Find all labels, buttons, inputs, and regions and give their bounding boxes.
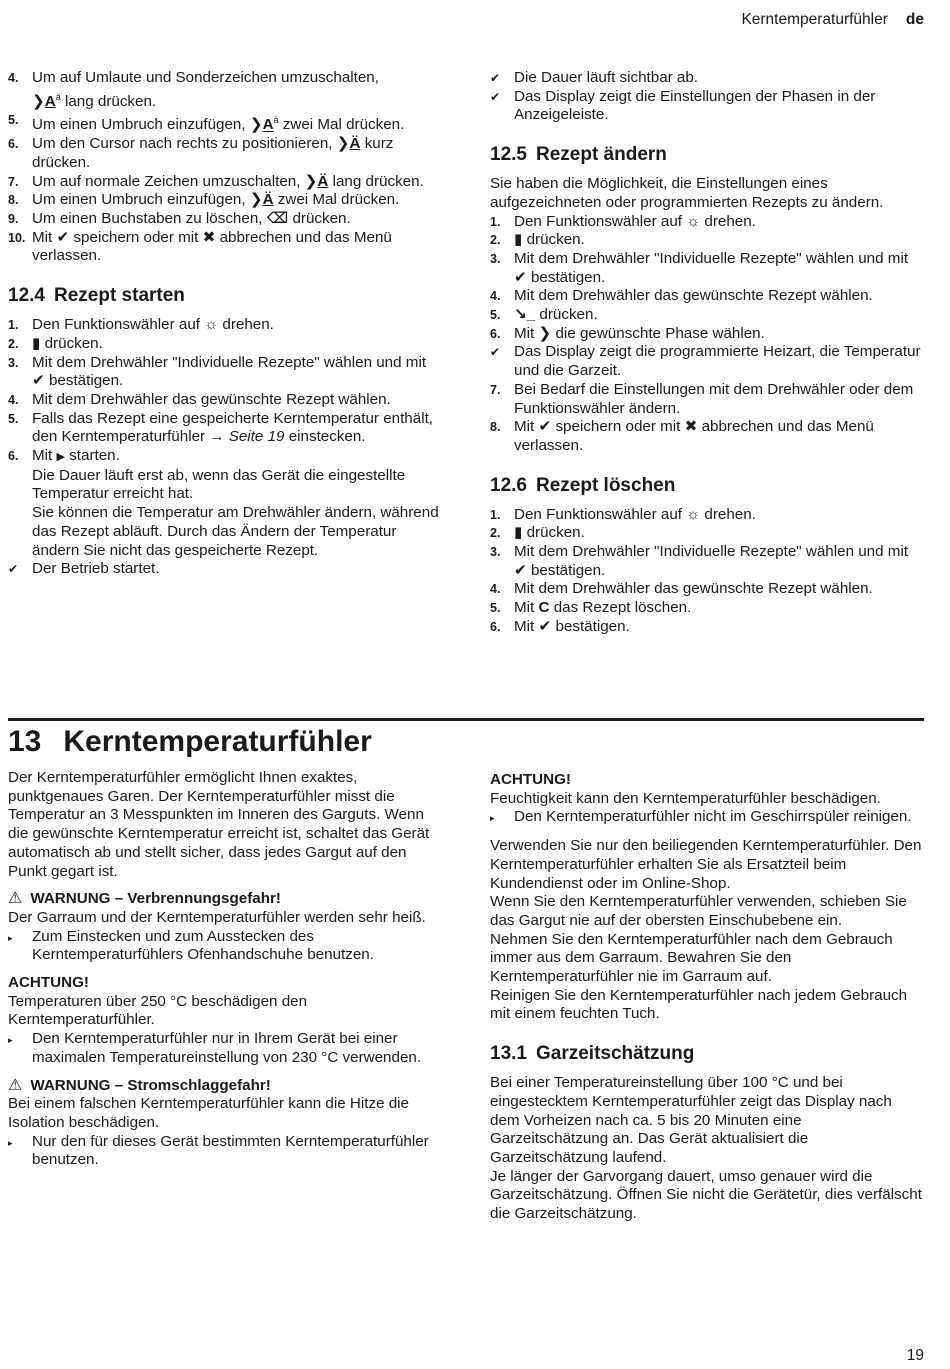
done-icon: ✔: [490, 89, 501, 104]
list-item: 8. Mit ✔ speichern oder mit ✖ abbrechen und das Menü verlassen.: [490, 418, 874, 454]
chapter-intro: Der Kerntemperaturfühler ermöglicht Ihnen exaktes, punktgenaues Garen. Der Kerntemperaturfühler misst die Temperatur an 3 Messpunkten im Inneren des Garguts. Wenn die gewünschte Kerntemperatur erreicht ist, schaltet das Gerät automatisch ab und stellt sicher, dass jedes Gargut auf den Punkt gegart ist.: [8, 769, 430, 880]
caution-heading: ACHTUNG!: [8, 974, 89, 992]
paragraph: Reinigen Sie den Kerntemperaturfühler nach jedem Gebrauch mit einem feuchten Tuch.: [490, 986, 908, 1023]
bullet-icon: ▸: [8, 932, 13, 943]
chapter-divider: [8, 718, 924, 721]
bullet-item: ▸ Zum Einstecken und zum Ausstecken des Kerntemperaturfühlers Ofenhandschuhe benutzen.: [8, 927, 374, 964]
list-item: 6. Mit ❯ die gewünschte Phase wählen.: [490, 324, 765, 342]
list-item: 1. Den Funktionswähler auf ☼ drehen.: [490, 212, 756, 230]
list-item: 8. Um einen Umbruch einzufügen, ❯Ä zwei Mal drücken.: [8, 191, 400, 209]
umlaut-icon: Ä: [349, 135, 361, 153]
list-item: 6. Mit ✔ bestätigen.: [490, 617, 630, 635]
list-item: 3. Mit dem Drehwähler "Individuelle Rezepte" wählen und mit ✔ bestätigen.: [490, 249, 909, 286]
result-item: ✔ Die Dauer läuft sichtbar ab.: [490, 69, 699, 86]
column-left-bottom: Der Kerntemperaturfühler ermöglicht Ihnen exaktes, punktgenaues Garen. Der Kerntemperaturfühler misst die Temperatur an 3 Messpunkten im Inneren des Garguts. Wenn die gewünschte Kerntemperatur erreicht ist, schaltet das Gerät automatisch ab und stellt sicher, dass jedes Gargut auf den Punkt gegart ist. ⚠ WARNUNG – Verbrennungsgefahr! Der Garraum und der Kerntemperaturfühler werden sehr heiß. ▸ Zum Einstecken und zum Ausstecken des Kerntemperaturfühlers Ofenhandschuhe benutzen. ACHTUNG! Temperaturen über 250 °C beschädigen den Kerntemperaturfühler. ▸ Den Kerntemperaturfühler nur in Ihrem Gerät bei einer maximalen Temperatureinstellung von 230 °C verwenden. ⚠ WARNUNG – Stromschlaggefahr! Bei einem falschen Kerntemperaturfühler kann die Hitze die Isolation beschädigen. ▸ Nur den für dieses Gerät bestimmten Kerntemperaturfühler benutzen.: [8, 769, 440, 1170]
bullet-item: ▸ Nur den für dieses Gerät bestimmten Kerntemperaturfühler benutzen.: [8, 1132, 429, 1169]
recipe-icon: ▮: [514, 231, 523, 249]
check-icon: ✔: [56, 228, 70, 246]
running-header: [741, 11, 924, 29]
result-item: ✔ Der Betrieb startet.: [8, 560, 160, 578]
bullet-icon: ▸: [490, 813, 495, 824]
paragraph: Je länger der Garvorgang dauert, umso genauer wird die Garzeitschätzung. Öffnen Sie nicht die Gerätetür, dies verfälscht die Garzeitschätzung.: [490, 1167, 922, 1223]
forward-icon: ❯: [249, 116, 263, 134]
bullet-icon: ▸: [8, 1035, 13, 1046]
result-item: ✔ Das Display zeigt die programmierte Heizart, die Temperatur und die Garzeit.: [490, 343, 921, 380]
edit-icon: ↘_: [514, 306, 536, 324]
cross-icon: ✖: [202, 228, 216, 246]
chevron-right-icon: ❯: [538, 324, 552, 342]
section-heading-12-6: 12.6 Rezept löschen: [490, 474, 676, 496]
done-icon: ✔: [490, 345, 501, 360]
section-heading-13-1: 13.1 Garzeitschätzung: [490, 1043, 695, 1065]
list-item: 4. Mit dem Drehwähler das gewünschte Rezept wählen.: [490, 287, 873, 305]
gear-icon: ☼: [204, 316, 219, 334]
list-item: 10. Mit ✔ speichern oder mit ✖ abbrechen und das Menü verlassen.: [8, 228, 392, 265]
check-icon: ✔: [514, 268, 527, 286]
forward-icon: ❯: [32, 92, 45, 110]
paragraph: Verwenden Sie nur den beiliegenden Kerntemperaturfühler. Den Kerntemperaturfühler erhalten Sie als Ersatzteil beim Kundendienst oder im Online-Shop.: [490, 837, 922, 892]
cross-icon: ✖: [684, 418, 698, 436]
gear-icon: ☼: [686, 505, 701, 523]
section-heading-12-4: 12.4 Rezept starten: [8, 285, 185, 307]
list-item: 2. ▮ drücken.: [490, 524, 585, 542]
list-item: 6. Um den Cursor nach rechts zu positionieren, ❯Ä kurz drücken.: [8, 135, 394, 171]
abc-icon: A: [44, 92, 56, 110]
bullet-icon: ▸: [8, 1137, 13, 1148]
abc-icon: A: [262, 116, 274, 134]
list-item: 9. Um einen Buchstaben zu löschen, ⌫ drücken.: [8, 210, 351, 228]
list-item: 2. ▮ drücken.: [490, 231, 585, 249]
list-item: 2. ▮ drücken.: [8, 334, 103, 352]
header-lang: de: [905, 11, 924, 28]
forward-icon: ❯: [336, 135, 350, 153]
gear-icon: ☼: [686, 212, 701, 230]
warning-heading: ⚠ WARNUNG – Verbrennungsgefahr!: [8, 890, 281, 908]
check-icon: ✔: [514, 561, 527, 579]
warning-heading: ⚠ WARNUNG – Stromschlaggefahr!: [8, 1076, 271, 1094]
caution-heading: ACHTUNG!: [490, 771, 571, 788]
forward-icon: ❯: [249, 191, 263, 209]
list-item: 6. Mit ▶ starten. Die Dauer läuft erst ab, wenn das Gerät die eingestellte Temperatur erreicht hat. Sie können die Temperatur am Drehwähler ändern, während das Rezept abläuft. Durch das Ändern der Temperatur ändern Sie nicht das gespeicherte Rezept.: [8, 447, 439, 559]
forward-icon: ❯: [304, 172, 318, 190]
paragraph: Bei einer Temperatureinstellung über 100 °C und bei eingestecktem Kerntemperaturfühler zeigt das Display nach dem Vorheizen nach ca. 5 bis 20 Minuten eine Garzeitschätzung an. Das Gerät aktualisiert die Garzeitschätzung laufend.: [490, 1074, 892, 1166]
bullet-item: ▸ Den Kerntemperaturfühler nicht im Geschirrspüler reinigen.: [490, 808, 922, 828]
check-icon: ✔: [538, 418, 552, 436]
header-title: Kerntemperaturfühler: [741, 11, 888, 28]
column-right-bottom: ACHTUNG! Feuchtigkeit kann den Kerntemperaturfühler beschädigen. ▸ Den Kerntemperaturfühler nicht im Geschirrspüler reinigen. Verwenden Sie nur den beiliegenden Kerntemperaturfühler. Den Kerntemperaturfühler erhalten Sie als Ersatzteil beim Kundendienst oder im Online-Shop. Wenn Sie den Kerntemperaturfühler verwenden, schieben Sie das Gargut nie auf der obersten Einschubebene ein. Nehmen Sie den Kerntemperaturfühler nach dem Gebrauch immer aus dem Garraum. Bewahren Sie den Kerntemperaturfühler nie im Garraum auf. Reinigen Sie den Kerntemperaturfühler nach jedem Gebrauch mit einem feuchten Tuch. 13.1 Garzeitschätzung Bei einer Temperatureinstellung über 100 °C und bei eingestecktem Kerntemperaturfühler zeigt das Display nach dem Vorheizen nach ca. 5 bis 20 Minuten eine Garzeitschätzung an. Das Gerät aktualisiert die Garzeitschätzung laufend. Je länger der Garvorgang dauert, umso genauer wird die Garzeitschätzung. Öffnen Sie nicht die Gerätetür, dies verfälscht die Garzeitschätzung.: [490, 771, 922, 1223]
umlaut-icon: Ä: [317, 172, 329, 190]
list-item: 5. Um einen Umbruch einzufügen, $❯A^ä$ zwei Mal drücken.: [8, 113, 405, 134]
chapter-title: 13 Kerntemperaturfühler: [8, 725, 372, 758]
warning-icon: ⚠: [8, 890, 23, 908]
play-icon: ▶: [56, 451, 65, 464]
list-item: 7. Um auf normale Zeichen umzuschalten, ❯Ä lang drücken.: [8, 172, 424, 190]
list-item: 3. Mit dem Drehwähler "Individuelle Rezepte" wählen und mit ✔ bestätigen.: [8, 353, 427, 390]
recipe-icon: ▮: [32, 334, 41, 352]
column-left-top: [8, 69, 440, 579]
paragraph: Nehmen Sie den Kerntemperaturfühler nach dem Gebrauch immer aus dem Garraum. Bewahren Sie den Kerntemperaturfühler nie im Garraum auf.: [490, 930, 893, 986]
list-item: 5. Mit C das Rezept löschen.: [490, 599, 692, 617]
paragraph: Wenn Sie den Kerntemperaturfühler verwenden, schieben Sie das Gargut nie auf der obersten Einschubebene ein.: [490, 893, 907, 929]
warning-icon: ⚠: [8, 1076, 23, 1094]
recipe-icon: ▮: [514, 524, 523, 542]
list-item: 5. ↘_ drücken.: [490, 306, 598, 324]
arrow-icon: →: [209, 428, 225, 446]
list-item: 4. Mit dem Drehwähler das gewünschte Rezept wählen.: [490, 580, 873, 598]
list-item: 5. Falls das Rezept eine gespeicherte Kerntemperatur enthält, den Kerntemperaturfühler → Seite 19 einstecken.: [8, 409, 434, 446]
backspace-icon: ⌫: [266, 210, 289, 228]
check-icon: ✔: [538, 617, 552, 635]
clear-icon: C: [538, 599, 550, 617]
check-icon: ✔: [32, 372, 45, 390]
list-item: 4. Mit dem Drehwähler das gewünschte Rezept wählen.: [8, 390, 391, 408]
done-icon: ✔: [8, 562, 19, 577]
column-right-top: [490, 69, 922, 637]
list-item: 1. Den Funktionswähler auf ☼ drehen.: [490, 505, 756, 523]
page-number: 19: [906, 1347, 924, 1364]
page-reference[interactable]: Seite 19: [228, 428, 285, 446]
section-intro: Sie haben die Möglichkeit, die Einstellungen eines aufgezeichneten oder programmierten Rezepts zu ändern.: [490, 175, 884, 211]
umlaut-icon: Ä: [262, 191, 274, 209]
bullet-item: ▸ Den Kerntemperaturfühler nur in Ihrem Gerät bei einer maximalen Temperatureinstellung von 230 °C verwenden.: [8, 1030, 422, 1066]
list-item: 7. Bei Bedarf die Einstellungen mit dem Drehwähler oder dem Funktionswähler ändern.: [490, 380, 914, 417]
list-item: 3. Mit dem Drehwähler "Individuelle Rezepte" wählen und mit ✔ bestätigen.: [490, 543, 909, 579]
section-heading-12-5: 12.5 Rezept ändern: [490, 144, 667, 166]
list-item: 1. Den Funktionswähler auf ☼ drehen.: [8, 316, 274, 334]
list-item: 4. Um auf Umlaute und Sonderzeichen umzuschalten, $❯A^ä$ lang drücken.: [8, 69, 379, 110]
result-item: ✔ Das Display zeigt die Einstellungen der Phasen in der Anzeigeleiste.: [490, 87, 876, 124]
done-icon: ✔: [490, 71, 501, 85]
